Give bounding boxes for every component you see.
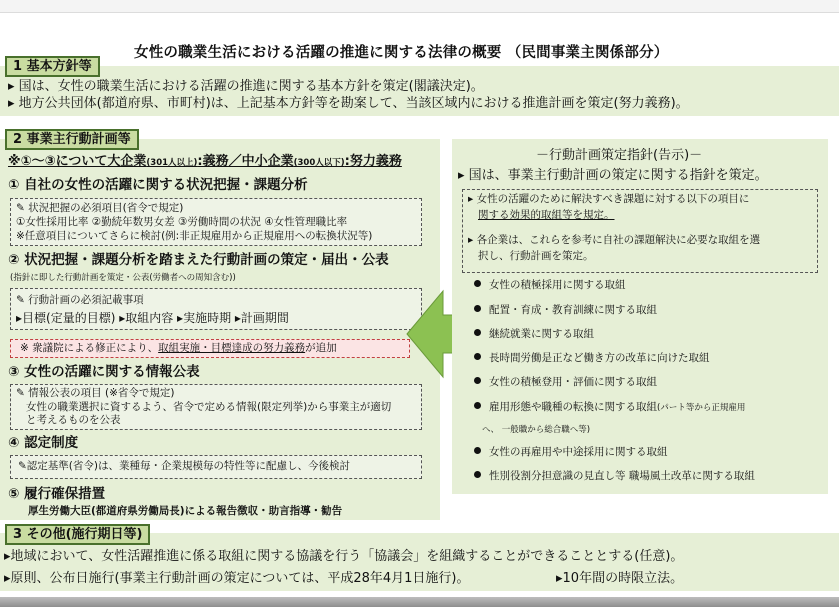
guideline-item-7: 女性の再雇用や中途採用に関する取組: [474, 446, 668, 459]
guideline-item-6: 雇用形態や職種の転換に関する取組(パート等から正規雇用: [474, 401, 745, 415]
item1-box-line-1: ✎ 状況把握の必須項目(省令で規定): [16, 202, 184, 214]
bullet-icon: [474, 329, 481, 336]
obligation-small-note: (300人以下): [293, 158, 345, 168]
amendment-note-suffix: が追加: [305, 342, 337, 354]
item3-box-line-1: ✎ 情報公表の項目 (※省令で規定): [16, 387, 175, 399]
obligation-prefix: ※①～③について大企業: [8, 154, 147, 169]
bullet-icon: [474, 402, 481, 409]
item5-heading: ⑤ 履行確保措置: [8, 486, 106, 502]
item2-box-line-1: ✎ 行動計画の必須記載事項: [16, 294, 144, 306]
amendment-note-prefix: ※ 衆議院による修正により、: [20, 342, 159, 354]
obligation-mid: :義務／中小企業: [197, 154, 294, 169]
item2-heading: ② 状況把握・課題分析を踏まえた行動計画の策定・届出・公表: [8, 252, 389, 268]
bullet-icon: [474, 377, 481, 384]
section3-line-1: ▸地域において、女性活躍推進に係る取組に関する協議を行う「協議会」を組織することができることとする(任意)。: [4, 549, 684, 564]
guideline-item-2: 配置・育成・教育訓練に関する取組: [474, 304, 657, 317]
item3-box-line-3: と考えるものを公表: [26, 414, 121, 426]
bottom-taskbar-strip: [0, 597, 839, 607]
section3-label: 3 その他(施行期日等): [5, 524, 150, 545]
item1-box-line-3: ※任意項目についてさらに検討(例:非正規雇用から正規雇用への転換状況等): [16, 230, 373, 242]
item2-sub: (指針に即した行動計画を策定・公表(労働者への周知含む)): [10, 273, 236, 283]
guideline-item-8: 性別役割分担意識の見直し等 職場風土改革に関する取組: [474, 470, 755, 483]
guideline-lead: ▸ 国は、事業主行動計画の策定に関する指針を策定。: [458, 168, 768, 183]
guideline-item-6-note: (パート等から正規雇用: [657, 403, 746, 413]
guideline-box-line-4: 択し、行動計画を策定。: [478, 250, 594, 262]
guideline-box-line-3: ▸ 各企業は、これらを参考に自社の課題解決に必要な取組を選: [468, 234, 761, 246]
amendment-note-underlined: 取組実施・目標達成の努力義務: [158, 342, 306, 354]
bullet-icon: [474, 471, 481, 478]
section3-line-2: ▸原則、公布日施行(事業主行動計画の策定については、平成28年4月1日施行)。: [4, 571, 470, 586]
item3-box-line-2: 女性の職業選択に資するよう、省令で定める情報(限定列挙)から事業主が適切: [26, 401, 392, 413]
guideline-item-1: 女性の積極採用に関する取組: [474, 279, 626, 292]
item1-heading: ① 自社の女性の活躍に関する状況把握・課題分析: [8, 177, 308, 193]
item4-heading: ④ 認定制度: [8, 435, 79, 451]
item1-box-line-2: ①女性採用比率 ②勤続年数男女差 ③労働時間の状況 ④女性管理職比率: [16, 216, 348, 228]
guideline-item-5: 女性の積極登用・評価に関する取組: [474, 376, 657, 389]
bullet-icon: [474, 280, 481, 287]
obligation-line: [8, 154, 402, 171]
item3-heading: ③ 女性の活躍に関する情報公表: [8, 364, 200, 380]
top-toolbar-strip: [0, 0, 839, 13]
section1-line-1: ▸ 国は、女性の職業生活における活躍の推進に関する基本方針を策定(閣議決定)。: [8, 79, 484, 94]
amendment-note: [20, 342, 337, 355]
guideline-item-3: 継続就業に関する取組: [474, 328, 594, 341]
section1-line-2: ▸ 地方公共団体(都道府県、市町村)は、上記基本方針等を勘案して、当該区域内における推進計画を策定(努力義務)。: [8, 96, 689, 111]
item4-box-line: ✎認定基準(省令)は、業種毎・企業規模毎の特性等に配慮し、今後検討: [18, 460, 350, 472]
guideline-box-line-2: 関する効果的取組等を規定。: [478, 209, 615, 221]
bullet-icon: [474, 353, 481, 360]
bullet-icon: [474, 447, 481, 454]
item2-box-line-2: ▸目標(定量的目標) ▸取組内容 ▸実施時期 ▸計画期間: [16, 311, 289, 325]
obligation-suffix: :努力義務: [344, 154, 402, 169]
section3-line-2-tail: ▸10年間の時限立法。: [556, 571, 684, 586]
guideline-title: －行動計画策定指針(告示)－: [536, 148, 703, 163]
item5-line: 厚生労働大臣(都道府県労働局長)による報告徴収・助言指導・勧告: [28, 505, 343, 517]
bullet-icon: [474, 305, 481, 312]
guideline-item-6-cont: へ、 一般職から総合職へ等): [482, 425, 591, 435]
section1-label: 1 基本方針等: [5, 56, 100, 77]
section2-label: 2 事業主行動計画等: [5, 129, 139, 150]
obligation-large-note: (301人以上): [146, 158, 198, 168]
page-title: 女性の職業生活における活躍の推進に関する法律の概要 （民間事業主関係部分）: [134, 45, 669, 61]
guideline-item-4: 長時間労働是正など働き方の改革に向けた取組: [474, 352, 710, 365]
guideline-box-line-1: ▸ 女性の活躍のために解決すべき課題に対する以下の項目に: [468, 193, 750, 205]
